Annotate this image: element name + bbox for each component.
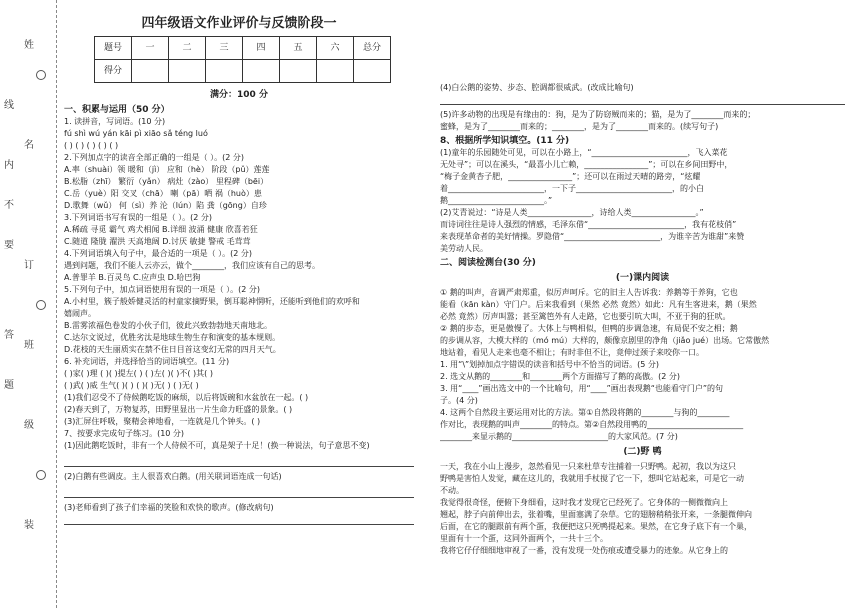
option-line: A.率（shuài）领 暖和（jì） 应和（hè） 阶段（pǔ）莲莲 (64, 165, 270, 174)
fill-line: “梅子金黄杏子肥，________________”；还可以在雨过天晴的路旁，“炫耀 (440, 172, 701, 181)
score-header: 题号 (95, 37, 132, 60)
section-heading: 二、阅读检测台(30 分) (440, 258, 536, 268)
fill-line: (1)童年的乐园随处可见，可以在小路上，“________________________，飞入菜花 (440, 148, 728, 157)
passage-line: 我将它仔仔细细地审视了一番，没有发现一处伤痕或遭受暴力的迹象。从它身上的 (440, 546, 728, 555)
question-line: 3. 用“____”画出选文中的一个比喻句，用“____”画出表现鹅“也能看守门户”的句 (440, 384, 724, 393)
question-line: 子。(4 分) (440, 396, 478, 405)
binding-hole (36, 70, 46, 80)
fill-line: ( )武( )威 生气( )( ) ( )( )无( ) ( )无( ) (64, 381, 199, 390)
question-line: ________来显示鹅的________________________的大家风范。(7 分) (440, 432, 678, 441)
option-line: A.普罪羊 B.百灵鸟 C.应声虫 D.哈巴狗 (64, 273, 201, 282)
passage-line: 翘起，脖子向前伸出去，张着嘴，里面塞满了杂草。它的翅膀稍稍张开来，一条腿微伸向 (440, 510, 752, 519)
score-row-label: 得分 (95, 60, 132, 83)
binding-hole (36, 470, 46, 480)
question-line: 1. 用“\”划掉加点字错误的读音和括号中不恰当的词语。(5 分) (440, 360, 660, 369)
fill-line: 无处寻”；可以在溪头，“最喜小儿亡赖，________________”；可以在乡间田野中， (440, 160, 733, 169)
score-cell[interactable] (243, 60, 280, 83)
passage-line: 的步调从容，大模大样的（mó mú）大样的，颇像京剧里的净角（jiǎo jué）出场。它常傲然 (440, 336, 770, 345)
passage-line: ① 鹅的叫声，音调严肃郑重，似厉声呵斥。它的旧主人告诉我：养鹅等于养狗，它也 (440, 288, 738, 297)
binding-hole (36, 300, 46, 310)
option-line: C.达尔文说过，优胜劣汰是地球生物生存和演变的基本规则。 (64, 333, 281, 342)
binding-word: 级 (24, 420, 34, 431)
binding-text: 要 (4, 240, 14, 251)
binding-text: 线 (4, 100, 14, 111)
section-heading: 8、根据所学知识填空。(11 分) (440, 136, 570, 146)
section-heading: 一、积累与运用（50 分） (64, 105, 170, 115)
score-header: 四 (243, 37, 280, 60)
answer-line[interactable] (440, 94, 845, 105)
answer-line[interactable] (64, 514, 414, 525)
answer-line[interactable] (64, 483, 414, 498)
binding-word: 班 (24, 340, 34, 351)
option-line: D.花枝的天生丽质实在禁不住日目首这变幻无常的四月天气。 (64, 345, 281, 354)
binding-word: 订 (24, 260, 34, 271)
score-header: 总分 (354, 37, 391, 60)
option-line: C.岳（yuè）阳 交叉（chā） 喇（pā）哂 祸（huò）患 (64, 189, 262, 198)
fill-line: (2)春天到了，万物复苏，田野里显出一片生命力旺盛的景象。( ) (64, 405, 293, 414)
passage-line: 我觉得很奇怪，便俯下身细看，这时我才发现它已经死了。它身体的一侧微微向上 (440, 498, 728, 507)
question-line: 7、按要求完成句子练习。(10 分) (64, 429, 185, 438)
fill-line: 来表现革命者的美好情操。罗隐借“________________________，为谁辛苦为谁甜”来赞 (440, 232, 745, 241)
question-line: 2.下列加点字的读音全部正确的一组是（ ）。(2 分) (64, 153, 245, 162)
passage-line: 里面有十一个蛋，这同外面两个，一共十三个。 (440, 534, 608, 543)
question-line: 6. 补充词语，并选择恰当的词语填空。(11 分) (64, 357, 230, 366)
score-cell[interactable] (354, 60, 391, 83)
fill-line: 美劳动人民。 (440, 244, 488, 253)
passage-line: 一天，我在小山上漫步，忽然看见一只来杜草专注捕着一只野鸭。起初，我以为这只 (440, 462, 736, 471)
total-score: 满分：100 分 (210, 90, 268, 100)
question-line: (1)因此鹅吃饭时，非有一个人侍候不可，真是架子十足！(换一种说法，句子意思不变) (64, 441, 370, 450)
question-line: (2)白鹅有些调皮。主人很喜欢白鹅。(用关联词语连成一句话) (64, 472, 282, 481)
score-cell[interactable] (132, 60, 169, 83)
option-line: A.稀疏 寻觅 霸气 鸡犬相闻 B.详细 波涌 健康 欣喜若狂 (64, 225, 258, 234)
passage-line: 必然 竟然）厉声叫嚣；甚至篱笆外有人走路，它也要引吭大叫，不亚于狗的狂吠。 (440, 312, 731, 321)
right-column (440, 82, 845, 557)
passage-line: 能看（kān kàn）守门户。后来我看到（果然 必然 竟然）如此：凡有生客进来，鹅（果然 (440, 300, 757, 309)
score-header: 五 (280, 37, 317, 60)
question-line: 遇到问题，我们不能人云亦云，做个________，我们应该有自己的思考。 (64, 261, 320, 270)
question-line: 作对比，表现鹅的叫声________的特点。第②自然段用鸭的________________________ (440, 420, 744, 429)
answer-line[interactable] (64, 452, 414, 467)
subsection-heading: (二)野 鸭 (623, 447, 662, 457)
fill-line: 鹅________________________。” (440, 196, 553, 205)
binding-text: 题 (4, 380, 14, 391)
option-line: D.歌舞（wǔ） 何（sì）养 沦（lún）陷 龚（gōng）自珍 (64, 201, 267, 210)
subsection-heading: (一)课内阅读 (615, 273, 670, 283)
page-title: 四年级语文作业评价与反馈阶段一 (141, 16, 337, 31)
score-cell[interactable] (206, 60, 243, 83)
passage-line: ② 鹅的步态，更是傲慢了。大体上与鸭相似，但鸭的步调急速，有局促不安之相；鹅 (440, 324, 738, 333)
option-line: C.随道 隆胧 濯洪 天高地阔 D.讨厌 敏捷 警戒 毛茸茸 (64, 237, 251, 246)
option-line: A.小村里，簇子般娇健灵活的村童家摘野果，倒耳聪神惘听，还能听到他们的欢呼和 (64, 297, 360, 306)
binding-text: 不 (4, 200, 14, 211)
fill-line: (3)汇屏住呼吸，聚精会神地看，一连就是几个钟头。( ) (64, 417, 261, 426)
question-line: 4. 这两个自然段主要运用对比的方法。第①自然段将鹅的________与狗的________ (440, 408, 730, 417)
score-table (94, 36, 391, 83)
binding-text: 内 (4, 160, 14, 171)
question-line: (3)老师看到了孩子们幸福的笑脸和欢快的歌声。(修改病句) (64, 503, 274, 512)
binding-text: 答 (4, 330, 14, 341)
pinyin-line: fú shì wú yán kāi pì xiāo sǎ téng luó (64, 129, 208, 138)
passage-line: 野鸭是害怕人发觉，藏在这儿的，我就用手杖搅了它一下，想叫它站起来，可是它一动 (440, 474, 744, 483)
question-line: (5)许多动物的出现是有缘由的：狗，是为了防窃贼而来的；猫，是为了________而来的； (440, 110, 756, 119)
score-cell[interactable] (169, 60, 206, 83)
question-line: 4.下列词语填入句子中，最合适的一项是（ ）。(2 分) (64, 249, 253, 258)
fill-line: 着________________________，一下子________________________，的小白 (440, 184, 704, 193)
score-header: 一 (132, 37, 169, 60)
question-line: 2. 选文从鹅的________和________两个方面描写了鹅的高傲。(2 分) (440, 372, 681, 381)
fill-line: (1)我们忍受不了侍候鹅吃饭的麻烦，以后将饭碗和水盆放在一起。( ) (64, 393, 309, 402)
passage-line: 不动。 (440, 486, 464, 495)
score-header: 六 (317, 37, 354, 60)
answer-blanks: ( ) ( ) ( ) ( ) ( ) (64, 141, 119, 150)
binding-margin (0, 0, 57, 608)
score-cell[interactable] (280, 60, 317, 83)
passage-line: 地站着，看见人走来也毫不相让；有时非但不让，竟伸过颈子来咬你一口。 (440, 348, 704, 357)
question-line: 1. 读拼音，写词语。(10 分) (64, 117, 166, 126)
question-line: (4)白公鹅的姿势、步态、腔调都很威武。(改成比喻句) (440, 83, 634, 92)
option-line: B.雷雾浓福色卷发的小伙子们，彼此兴致勃勃地天南地北。 (64, 321, 273, 330)
binding-word: 装 (24, 520, 34, 531)
binding-word: 名 (24, 140, 34, 151)
question-line: 5.下列句子中，加点词语使用有误的一项是（ ）。(2 分) (64, 285, 261, 294)
binding-word: 姓 (24, 40, 34, 51)
question-line: 3.下列词语书写有误的一组是（ ）。(2 分) (64, 213, 213, 222)
score-cell[interactable] (317, 60, 354, 83)
score-header: 二 (169, 37, 206, 60)
question-line: 蜜蜂，是为了________而来的；________，是为了________而来的。(续写句子) (440, 122, 719, 131)
fill-line: ( )家( )理 ( )( )提左( ) ( )左( )( )不( )其( ) (64, 369, 213, 378)
fill-line: 而诗词往往是诗人强烈的情感，毛泽东借“________________________，我有花枝俏” (440, 220, 737, 229)
option-line: B.松脂（zhī） 繁衍（yǎn） 病灶（zào） 里程碑（bēi） (64, 177, 269, 186)
option-line: 嬉闹声。 (64, 309, 96, 318)
fill-line: (2)艾青说过：“诗是人类________________，诗给人类________________。” (440, 208, 704, 217)
left-column (64, 0, 414, 525)
score-header: 三 (206, 37, 243, 60)
passage-line: 后面，在它的腿跟前有两个蛋，我便把这只死鸭提起来。果然，在它身子底下有一个巢， (440, 522, 752, 531)
